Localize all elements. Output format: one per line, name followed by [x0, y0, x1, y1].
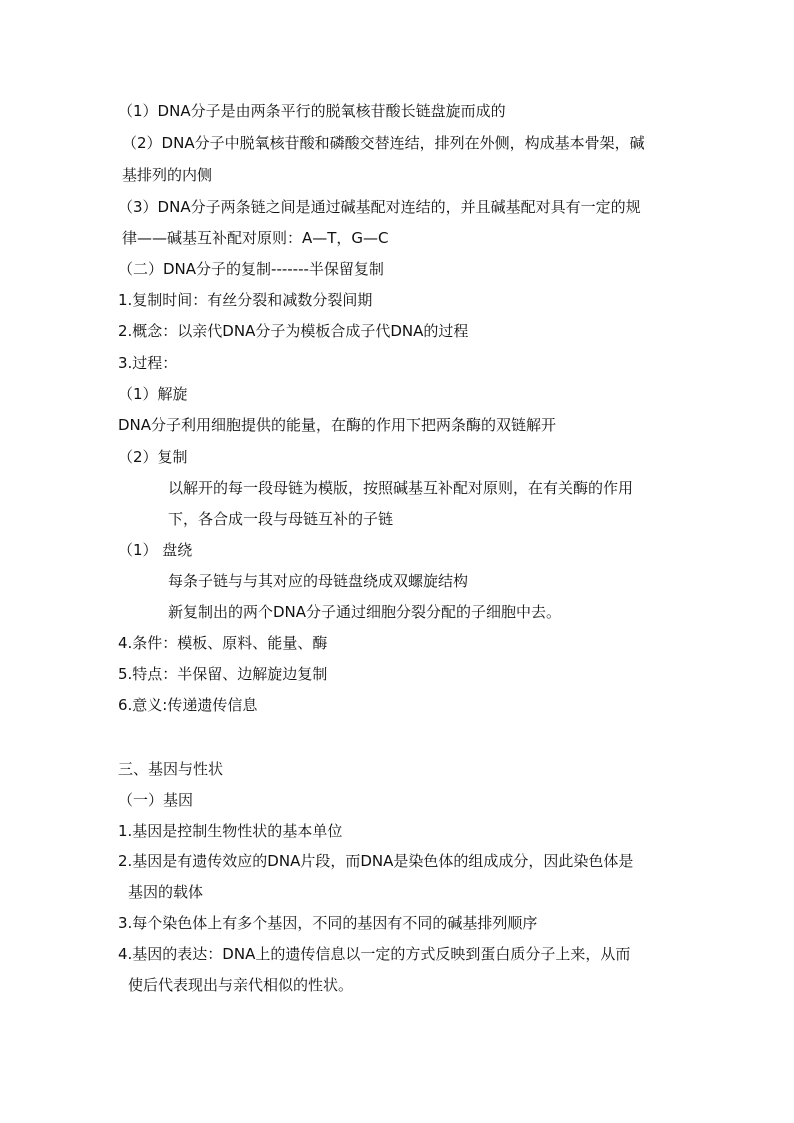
- text-line: （1）DNA分子是由两条平行的脱氧核苷酸长链盘旋而成的: [118, 102, 506, 120]
- text-line: 4.基因的表达：DNA上的遗传信息以一定的方式反映到蛋白质分子上来，从而: [118, 945, 631, 963]
- text-line: 4.条件：模板、原料、能量、酶: [118, 634, 328, 652]
- section-heading: 三、基因与性状: [118, 760, 224, 778]
- text-line: 下，各合成一段与母链互补的子链: [168, 510, 394, 528]
- text-line: （1） 盘绕: [118, 541, 193, 559]
- text-line: 3.每个染色体上有多个基因，不同的基因有不同的碱基排列顺序: [118, 914, 538, 932]
- text-line: （3）DNA分子两条链之间是通过碱基配对连结的，并且碱基配对具有一定的规: [118, 198, 641, 216]
- text-line: （2）DNA分子中脱氧核苷酸和磷酸交替连结，排列在外侧，构成基本骨架，碱: [122, 134, 645, 152]
- text-line: （2）复制: [118, 448, 188, 466]
- text-line: （一）基因: [118, 791, 194, 809]
- text-line: 基因的载体: [128, 883, 204, 901]
- text-line: 基排列的内侧: [122, 166, 213, 184]
- text-line: 2.概念：以亲代DNA分子为模板合成子代DNA的过程: [118, 322, 469, 340]
- text-line: 使后代表现出与亲代相似的性状。: [128, 976, 354, 994]
- text-line: 3.过程：: [118, 354, 178, 372]
- text-line: 以解开的每一段母链为模版，按照碱基互补配对原则，在有关酶的作用: [168, 479, 634, 497]
- text-line: （二）DNA分子的复制-------半保留复制: [118, 260, 384, 278]
- text-line: 新复制出的两个DNA分子通过细胞分裂分配的子细胞中去。: [168, 603, 562, 621]
- text-line: 1.基因是控制生物性状的基本单位: [118, 822, 343, 840]
- text-line: 5.特点：半保留、边解旋边复制: [118, 665, 328, 683]
- text-line: 2.基因是有遗传效应的DNA片段，而DNA是染色体的组成成分，因此染色体是: [118, 852, 634, 870]
- text-line: （1）解旋: [118, 385, 188, 403]
- text-line: 6.意义:传递遗传信息: [118, 696, 258, 714]
- text-line: 每条子链与与其对应的母链盘绕成双螺旋结构: [168, 572, 469, 590]
- text-line: 律——碱基互补配对原则：A—T，G—C: [122, 229, 389, 247]
- text-line: 1.复制时间：有丝分裂和减数分裂间期: [118, 291, 373, 309]
- text-line: DNA分子利用细胞提供的能量，在酶的作用下把两条酶的双链解开: [118, 416, 557, 434]
